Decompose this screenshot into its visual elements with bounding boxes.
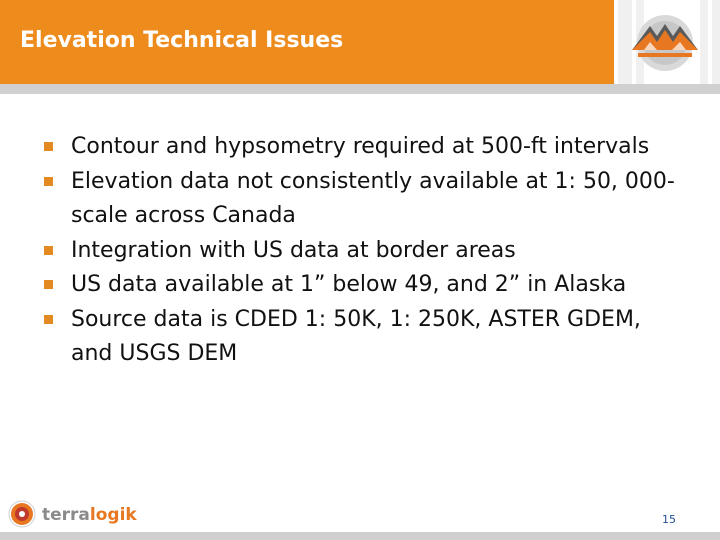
list-item	[44, 234, 684, 269]
square-bullet-icon	[44, 246, 53, 255]
square-bullet-icon	[44, 177, 53, 186]
square-bullet-icon	[44, 142, 53, 151]
header-stripe	[712, 0, 720, 84]
terralogik-wordmark: terralogik	[42, 505, 137, 525]
footer-bar	[0, 532, 720, 540]
terralogik-swirl-icon	[9, 501, 35, 527]
square-bullet-icon	[44, 315, 53, 324]
terralogik-logo	[8, 499, 148, 529]
bullet-text: Elevation data not consistently available at 1: 50, 000-scale across Canada	[71, 168, 675, 228]
bullet-text: Integration with US data at border areas	[71, 237, 516, 263]
slide-title: Elevation Technical Issues	[20, 28, 344, 53]
list-item	[44, 165, 684, 234]
fme-logo-icon	[624, 12, 706, 74]
list-item	[44, 130, 684, 165]
bullet-list	[44, 130, 684, 372]
bullet-text: Contour and hypsometry required at 500-ft intervals	[71, 134, 650, 159]
bullet-text: US data available at 1” below 49, and 2” in Alaska	[71, 272, 627, 297]
list-item	[44, 303, 684, 372]
slide-header	[0, 0, 720, 84]
header-divider	[0, 84, 720, 94]
bullet-text: Source data is CDED 1: 50K, 1: 250K, ASTER GDEM, and USGS DEM	[71, 306, 641, 366]
list-item	[44, 268, 684, 303]
square-bullet-icon	[44, 280, 53, 289]
page-number: 15	[662, 513, 676, 526]
